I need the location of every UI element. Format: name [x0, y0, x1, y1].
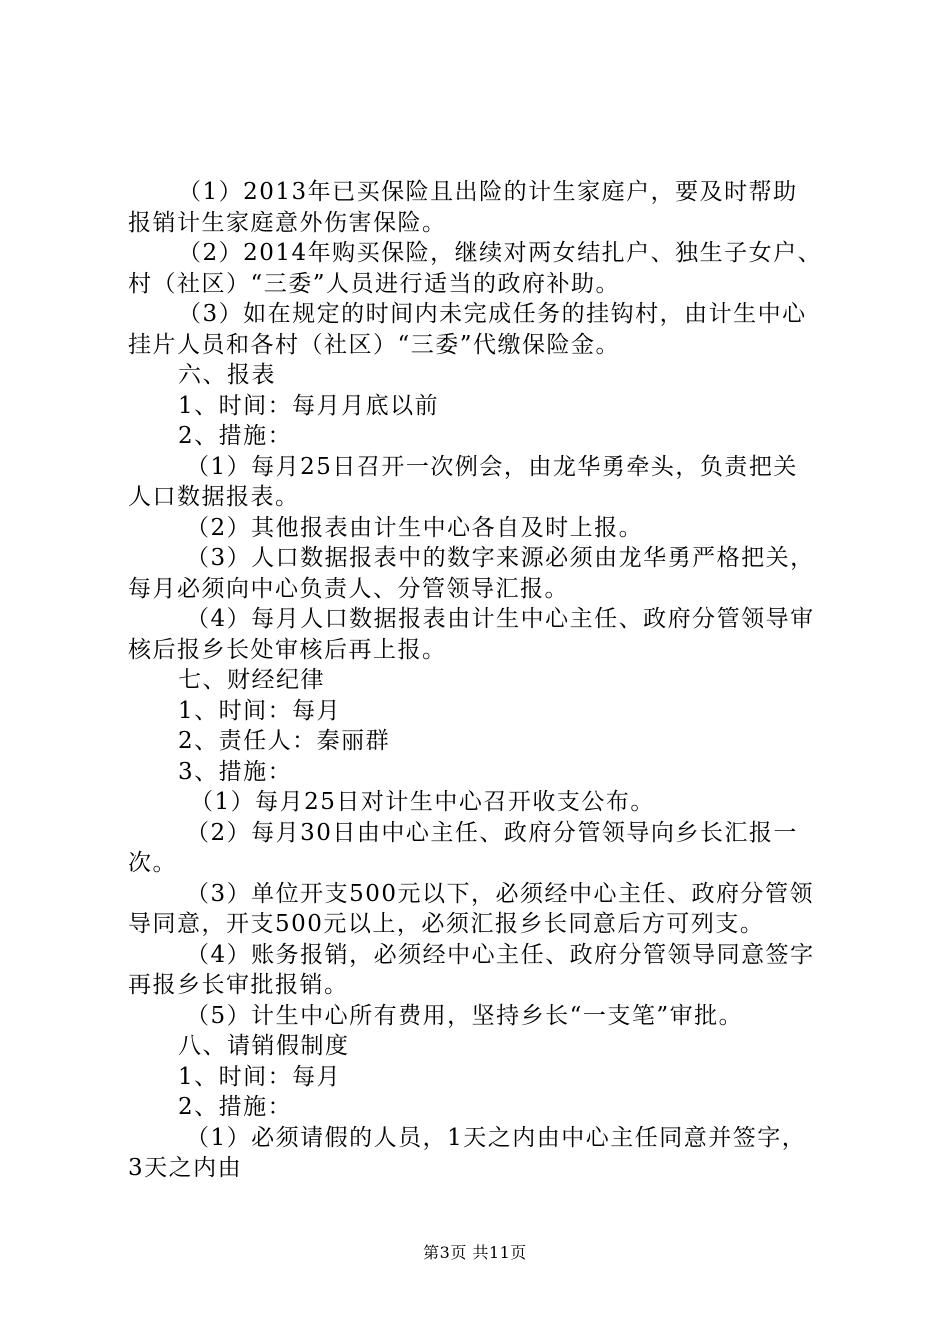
section-heading: 七、财经纪律: [178, 667, 325, 693]
paragraph-line: （3）单位开支500元以下，必须经中心主任、政府分管领: [186, 880, 815, 907]
paragraph-line: （2）2014年购买保险，继续对两女结扎户、独生子女户、: [178, 240, 823, 266]
paragraph-line: 1、时间：每月: [178, 1063, 342, 1090]
paragraph-line: （2）每月30日由中心主任、政府分管领导向乡长汇报一: [186, 819, 798, 846]
paragraph-line: 再报乡长审批报销。: [128, 972, 349, 998]
paragraph-line: （3）人口数据报表中的数字来源必须由龙华勇严格把关，: [186, 545, 815, 571]
paragraph-line: 每月必须向中心负责人、分管领导汇报。: [128, 575, 569, 602]
paragraph-line: 2、措施：: [178, 423, 293, 449]
paragraph-line: 人口数据报表。: [128, 484, 300, 510]
paragraph-line: 1、时间：每月: [178, 697, 342, 724]
paragraph-line: 导同意，开支500元以上，必须汇报乡长同意后方可列支。: [128, 911, 765, 937]
paragraph-line: 核后报乡长处审核后再上报。: [128, 636, 447, 663]
document-body: [128, 177, 833, 1184]
paragraph-line: 村（社区）“三委”人员进行适当的政府补助。: [128, 270, 621, 297]
paragraph-line: （2）其他报表由计生中心各自及时上报。: [186, 514, 644, 541]
paragraph-line: （1）必须请假的人员，1天之内由中心主任同意并签字，: [186, 1124, 807, 1151]
paragraph-line: （5）计生中心所有费用，坚持乡长“一支笔”审批。: [186, 1002, 744, 1029]
paragraph-line: 3、措施：: [178, 758, 293, 785]
paragraph-line: （4）账务报销，必须经中心主任、政府分管领导同意签字: [186, 941, 815, 968]
paragraph-line: （1）2013年已买保险且出险的计生家庭户，要及时帮助: [178, 179, 798, 205]
paragraph-line: 报销计生家庭意外伤害保险。: [128, 209, 447, 236]
paragraph-line: 挂片人员和各村（社区）“三委”代缴保险金。: [128, 331, 621, 358]
section-heading: 六、报表: [178, 362, 276, 388]
paragraph-line: （4）每月人口数据报表由计生中心主任、政府分管领导审: [186, 606, 815, 632]
paragraph-line: 次。: [128, 850, 177, 876]
paragraph-line: 2、责任人：秦丽群: [178, 728, 391, 754]
page-number-footer: 第3页 共11页: [423, 1243, 527, 1262]
paragraph-line: 1、时间：每月月底以前: [178, 392, 440, 419]
paragraph-line: （1）每月25日召开一次例会，由龙华勇牵头，负责把关: [186, 453, 798, 480]
paragraph-line: 2、措施：: [178, 1094, 293, 1120]
paragraph-line: 3天之内由: [128, 1155, 243, 1181]
paragraph-line: （1）每月25日对计生中心召开收支公布。: [190, 789, 655, 815]
section-heading: 八、请销假制度: [178, 1033, 350, 1059]
paragraph-line: （3）如在规定的时间内未完成任务的挂钩村，由计生中心: [178, 301, 807, 327]
